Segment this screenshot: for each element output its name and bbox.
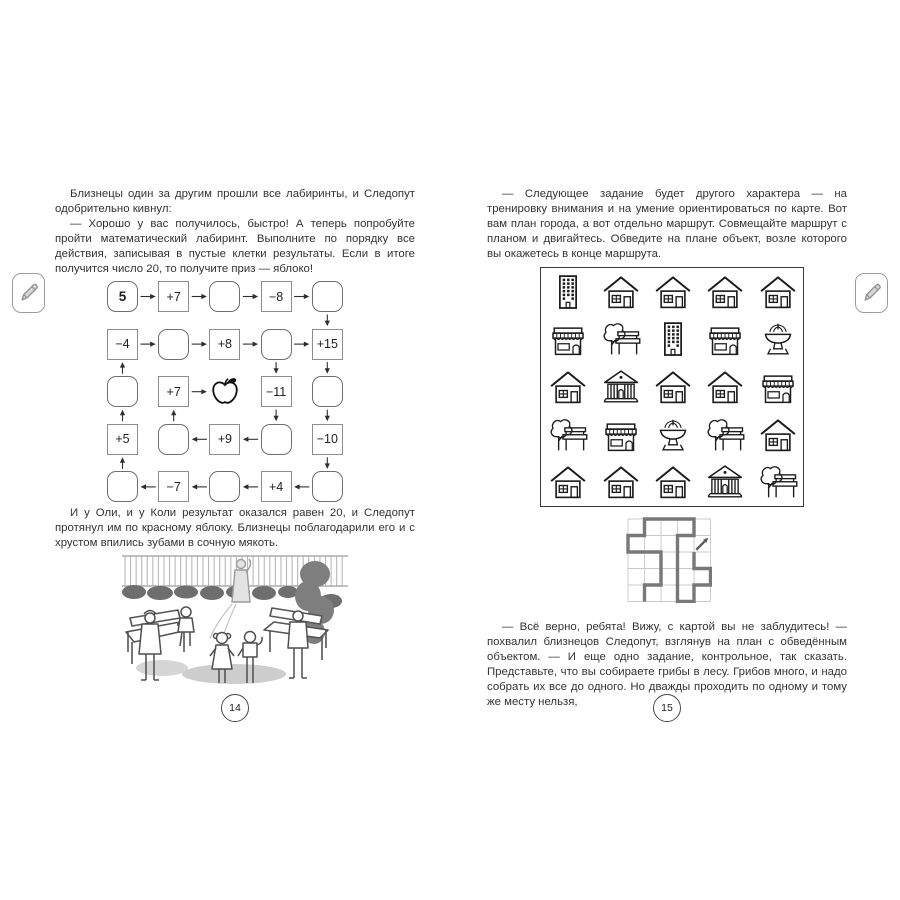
maze-answer-cell[interactable]	[158, 329, 189, 360]
maze-operation-cell: −10	[312, 424, 343, 455]
map-cell-house[interactable]	[594, 269, 646, 317]
maze-operation-cell: +7	[158, 281, 189, 312]
maze-operation-cell: +7	[158, 376, 189, 407]
paragraph-result: И у Оли, и у Коли результат оказался равен 20, и Следопут протянул им по красному яблоку. Близнецы поблагодарили его и с хрустом впились зубами в сочную мякоть.	[55, 507, 415, 550]
route-path	[628, 519, 711, 602]
maze-answer-cell[interactable]	[107, 376, 138, 407]
apple-goal-icon	[208, 375, 242, 409]
pencil-edit-button-right[interactable]	[855, 273, 888, 313]
map-cell-shop[interactable]	[752, 364, 804, 412]
house-icon	[653, 463, 693, 503]
maze-answer-cell[interactable]	[261, 329, 292, 360]
paragraph-praise: — Всё верно, ребята! Вижу, с картой вы не заблудитесь! — похвалил близнецов Следопут, взглянув на план с обведённым объектом. — И еще одно задание, контрольное, так сказать. Представьте, что вы собираете грибы в лесу. Грибов много, и надо собрать их все до одного. Но дважды проходить по одному и тому же месту нельзя,	[487, 621, 847, 709]
park-illustration	[122, 552, 348, 685]
pencil-edit-button-left[interactable]	[12, 273, 45, 313]
map-cell-shop[interactable]	[699, 317, 751, 365]
map-cell-tree-bench[interactable]	[699, 412, 751, 460]
maze-answer-cell[interactable]	[312, 376, 343, 407]
maze-answer-cell[interactable]	[209, 281, 240, 312]
house-icon	[653, 273, 693, 313]
maze-operation-cell: +15	[312, 329, 343, 360]
maze-operation-cell: +8	[209, 329, 240, 360]
house-icon	[705, 368, 745, 408]
paragraph-map-task: — Следующее задание будет другого характера — на тренировку внимания и на умение ориентироваться по карте. Вот вам план города, а вот отдельно маршрут. Совмещайте маршрут с планом и двигайтесь. Обведите на плане объект, возле которого вы окажетесь в конце маршрута.	[487, 188, 847, 261]
map-cell-museum[interactable]	[594, 364, 646, 412]
map-cell-house[interactable]	[542, 459, 594, 507]
maze-operation-cell: −11	[261, 376, 292, 407]
page-number-right	[653, 694, 681, 722]
house-icon	[705, 273, 745, 313]
building-icon	[653, 320, 693, 360]
city-map	[540, 267, 804, 507]
map-cell-house[interactable]	[752, 269, 804, 317]
maze-operation-cell: +4	[261, 471, 292, 502]
house-icon	[758, 416, 798, 456]
maze-operation-cell: −8	[261, 281, 292, 312]
maze-answer-cell[interactable]	[261, 424, 292, 455]
museum-icon	[705, 463, 745, 503]
pencil-icon	[861, 282, 883, 304]
map-cell-shop[interactable]	[594, 412, 646, 460]
pencil-icon	[18, 282, 40, 304]
map-cell-museum[interactable]	[699, 459, 751, 507]
maze-answer-cell[interactable]	[209, 471, 240, 502]
page-number-left	[221, 694, 249, 722]
tree-bench-icon	[601, 320, 641, 360]
maze-answer-cell[interactable]	[312, 471, 343, 502]
maze-start-cell: 5	[107, 281, 138, 312]
tree-bench-icon	[758, 463, 798, 503]
house-icon	[548, 368, 588, 408]
map-cell-house[interactable]	[594, 459, 646, 507]
map-cell-shop[interactable]	[542, 317, 594, 365]
house-icon	[758, 273, 798, 313]
maze-answer-cell[interactable]	[158, 424, 189, 455]
map-cell-house[interactable]	[647, 364, 699, 412]
map-cell-house[interactable]	[647, 269, 699, 317]
building-icon	[548, 273, 588, 313]
route-diagram	[626, 517, 712, 603]
tree-bench-icon	[705, 416, 745, 456]
house-icon	[601, 273, 641, 313]
page-number-label: 15	[661, 702, 673, 714]
museum-icon	[601, 368, 641, 408]
right-page-text-top	[487, 187, 847, 262]
map-cell-fountain[interactable]	[752, 317, 804, 365]
maze-operation-cell: +9	[209, 424, 240, 455]
maze-operation-cell: −4	[107, 329, 138, 360]
map-cell-building[interactable]	[542, 269, 594, 317]
tree-bench-icon	[548, 416, 588, 456]
house-icon	[548, 463, 588, 503]
fountain-icon	[758, 320, 798, 360]
shop-icon	[548, 320, 588, 360]
map-cell-house[interactable]	[647, 459, 699, 507]
page-number-label: 14	[229, 702, 241, 714]
shop-icon	[758, 368, 798, 408]
maze-answer-cell[interactable]	[312, 281, 343, 312]
map-cell-building[interactable]	[647, 317, 699, 365]
house-icon	[653, 368, 693, 408]
shop-icon	[705, 320, 745, 360]
maze-operation-cell: +5	[107, 424, 138, 455]
map-cell-tree-bench[interactable]	[542, 412, 594, 460]
paragraph-intro: Близнецы один за другим прошли все лабиринты, и Следопут одобрительно кивнул:	[55, 188, 415, 216]
paragraph-maze-task: — Хорошо у вас получилось, быстро! А теперь попробуйте пройти математический лабиринт. Выполните по порядку все действия, записывая в пустые клетки результаты. Если в итоге получится число 20, то получите приз — яблоко!	[55, 218, 415, 276]
map-cell-tree-bench[interactable]	[752, 459, 804, 507]
math-maze	[107, 281, 343, 503]
fountain-icon	[653, 416, 693, 456]
map-cell-fountain[interactable]	[647, 412, 699, 460]
left-page-text-top	[55, 187, 415, 278]
house-icon	[601, 463, 641, 503]
route-arrow	[696, 541, 705, 550]
left-page-text-bottom	[55, 506, 415, 551]
map-cell-house[interactable]	[542, 364, 594, 412]
shop-icon	[601, 416, 641, 456]
map-cell-house[interactable]	[699, 364, 751, 412]
maze-operation-cell: −7	[158, 471, 189, 502]
map-cell-house[interactable]	[752, 412, 804, 460]
maze-answer-cell[interactable]	[107, 471, 138, 502]
map-cell-tree-bench[interactable]	[594, 317, 646, 365]
map-cell-house[interactable]	[699, 269, 751, 317]
